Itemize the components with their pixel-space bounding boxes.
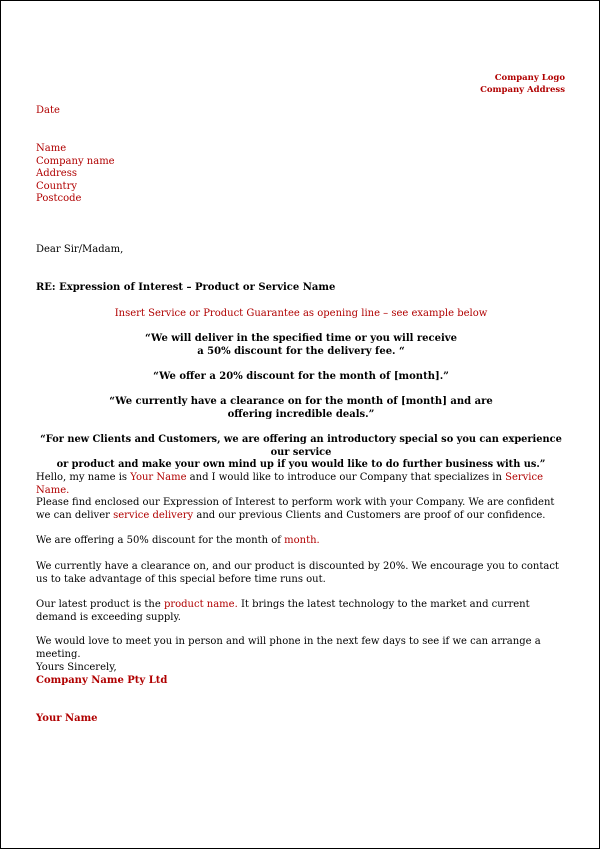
subject-line: RE: Expression of Interest – Product or Service Name bbox=[36, 282, 336, 293]
company-signoff: Company Name Pty Ltd bbox=[36, 675, 168, 686]
recipient-postcode: Postcode bbox=[36, 193, 82, 205]
paragraph-discount bbox=[36, 535, 566, 548]
your-name-placeholder: Your Name bbox=[130, 472, 187, 483]
recipient-company: Company name bbox=[36, 155, 115, 167]
month-placeholder: month. bbox=[284, 535, 320, 546]
recipient-name: Name bbox=[36, 143, 67, 154]
paragraph-product bbox=[36, 599, 566, 624]
quote-4 bbox=[31, 434, 571, 472]
paragraph-meeting: We would love to meet you in person and will phone in the next few days to see if we can arrange a meeting. bbox=[36, 636, 541, 660]
quote-2 bbox=[36, 371, 566, 384]
signatory-name: Your Name bbox=[36, 713, 98, 724]
paragraph-intro bbox=[36, 472, 566, 497]
quote-line: “For new Clients and Customers, we are offering an introductory special so you can experience our service bbox=[40, 434, 562, 458]
text-run: We are offering a 50% discount for the month of bbox=[36, 535, 285, 546]
recipient-country: Country bbox=[36, 180, 78, 192]
company-address-placeholder: Company Address bbox=[480, 85, 565, 95]
text-run: and I would like to introduce our Company that specializes in bbox=[186, 472, 506, 483]
service-name-placeholder: Service Name. bbox=[36, 472, 544, 496]
quote-line: “We currently have a clearance on for the month of [month] and are bbox=[109, 396, 493, 407]
quote-1 bbox=[36, 333, 566, 358]
closing: Yours Sincerely, bbox=[36, 662, 117, 673]
quote-line: offering incredible deals.” bbox=[227, 408, 375, 420]
quote-line: “We offer a 20% discount for the month of [month].” bbox=[153, 371, 449, 382]
quote-line: “We will deliver in the specified time or you will receive bbox=[145, 333, 457, 344]
date-field: Date bbox=[36, 105, 60, 116]
text-run: Our latest product is the bbox=[36, 599, 164, 610]
company-logo-placeholder: Company Logo bbox=[494, 73, 565, 83]
salutation: Dear Sir/Madam, bbox=[36, 244, 124, 255]
product-name-placeholder: product name. bbox=[163, 599, 238, 610]
paragraph-enclosed bbox=[36, 497, 566, 522]
service-delivery-placeholder: service delivery bbox=[113, 509, 194, 521]
guarantee-instruction: Insert Service or Product Guarantee as opening line – see example below bbox=[114, 308, 488, 319]
quote-3 bbox=[36, 396, 566, 421]
recipient-address: Address bbox=[36, 168, 77, 180]
text-run: It brings the latest technology to the market and current demand is exceeding supply. bbox=[36, 599, 530, 623]
text-run: Please find enclosed our Expression of Interest to perform work with your Company. We are confident we can deliver bbox=[36, 497, 555, 521]
quote-line: or product and make your own mind up if you would like to do further business with us.” bbox=[56, 459, 546, 471]
recipient-block bbox=[36, 143, 115, 206]
paragraph-clearance: We currently have a clearance on, and our product is discounted by 20%. We encourage you to contact us to take advantage of this special before time runs out. bbox=[36, 561, 559, 585]
text-run: and our previous Clients and Customers are proof of our confidence. bbox=[193, 509, 546, 521]
letterhead bbox=[480, 72, 565, 96]
quote-line: a 50% discount for the delivery fee. “ bbox=[197, 345, 405, 357]
text-run: Hello, my name is bbox=[36, 472, 131, 483]
